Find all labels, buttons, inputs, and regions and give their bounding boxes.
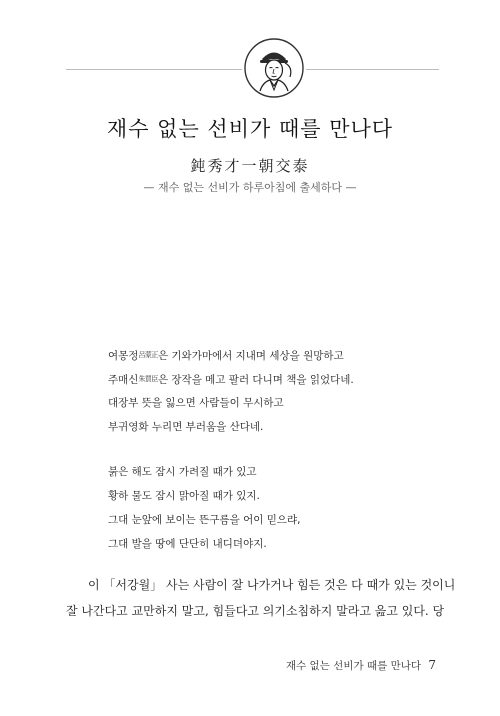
page-number: 7 [428, 658, 436, 672]
poem-text: 여몽정 [108, 350, 139, 362]
body-paragraph [66, 572, 456, 624]
header-rule-left [66, 69, 242, 70]
poem-text: 은 장작을 메고 팔러 다니며 책을 읽었다네. [157, 374, 354, 386]
poem-line [108, 343, 438, 367]
body-line: 잘 나간다고 교만하지 말고, 힘들다고 의기소침하지 말라고 읊고 있다. 당 [66, 604, 445, 618]
running-title: 재수 없는 선비가 때를 만나다 [285, 660, 422, 672]
poem-stanza-2 [108, 460, 438, 556]
chapter-hanja-title: 鈍秀才一朝交泰 [190, 157, 310, 175]
poem-text: 은 기와가마에서 지내며 세상을 원망하고 [157, 350, 344, 362]
body-line: 이 「서강월」 사는 사람이 잘 나가거나 힘든 것은 다 때가 있는 것이니 [88, 578, 456, 592]
poem-text: 주매신 [108, 374, 139, 386]
header-rule-right [306, 69, 439, 70]
page-footer [286, 658, 436, 673]
poem-line: 그대 눈앞에 보이는 뜬구름을 어이 믿으랴, [108, 514, 301, 526]
hanja-annotation: 朱買臣 [138, 375, 158, 383]
poem-line: 황하 물도 잠시 맑아질 때가 있지. [108, 490, 260, 502]
poem-line: 붉은 해도 잠시 가려질 때가 있고 [108, 466, 257, 478]
poem-line: 부귀영화 누리면 부러움을 산다네. [108, 421, 264, 433]
chapter-title: 재수 없는 선비가 때를 만나다 [106, 117, 394, 141]
poem-line: 대장부 뜻을 잃으면 사람들이 무시하고 [108, 397, 284, 409]
poem-line [108, 367, 438, 391]
hanja-annotation: 呂蒙正 [138, 351, 158, 359]
chapter-subtitle: — 재수 없는 선비가 하루아침에 출세하다 — [143, 181, 357, 194]
poem-stanza-1 [108, 343, 438, 439]
poem-line: 그대 발을 땅에 단단히 내디뎌야지. [108, 538, 267, 550]
scholar-portrait-icon [243, 37, 305, 99]
